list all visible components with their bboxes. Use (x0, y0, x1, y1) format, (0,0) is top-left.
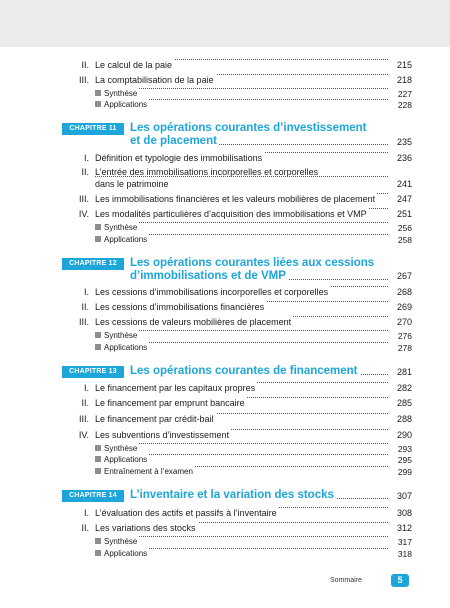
square-bullet-icon (95, 224, 101, 230)
entry-page: 218 (396, 75, 412, 85)
subentry-label: Applications (104, 343, 148, 352)
entry-page: 282 (396, 383, 412, 393)
subentry-page: 258 (397, 235, 412, 245)
entry-label: L’évaluation des actifs et passifs à l’inventaire (95, 508, 277, 518)
toc-entry[interactable] (0, 286, 450, 300)
entry-page: 269 (396, 302, 412, 312)
entry-page: 241 (396, 179, 412, 189)
subentry-page: 256 (397, 223, 412, 233)
square-bullet-icon (95, 344, 101, 350)
entry-page: 268 (396, 287, 412, 297)
entry-number: III. (78, 317, 89, 327)
entry-label: Le financement par les capitaux propres (95, 383, 256, 393)
subentry-label: Applications (104, 100, 148, 109)
subentry-label: Synthèse (104, 223, 138, 232)
subentry-label: Entraînement à l’examen (104, 467, 193, 476)
square-bullet-icon (95, 538, 101, 544)
chapter-title-line2: et de placement (130, 135, 217, 147)
entry-page: 290 (396, 430, 412, 440)
entry-label: Les cessions de valeurs mobilières de placement (95, 317, 292, 327)
subentry-page: 228 (397, 100, 412, 110)
toc-entry[interactable] (0, 74, 450, 88)
subentry-page: 278 (397, 343, 412, 353)
entry-page: 308 (396, 508, 412, 518)
toc-entry[interactable] (0, 59, 450, 73)
chapter-title: Les opérations courantes de financement (130, 365, 358, 377)
entry-page: 215 (396, 60, 412, 70)
entry-label: La comptabilisation de la paie (95, 75, 214, 85)
dot-leader (104, 536, 388, 537)
subentry-page: 227 (397, 89, 412, 99)
chapter-page: 281 (396, 367, 412, 377)
entry-number: I. (83, 287, 89, 297)
entry-label: Définition et typologie des immobilisations (95, 153, 263, 163)
square-bullet-icon (95, 456, 101, 462)
subentry-label: Applications (104, 549, 148, 558)
subentry-page: 318 (397, 549, 412, 559)
entry-page: 288 (396, 414, 412, 424)
entry-label: L’entrée des immobilisations incorporelles et corporelles (95, 167, 319, 177)
subentry-label: Applications (104, 455, 148, 464)
subentry-page: 317 (397, 537, 412, 547)
entry-label: Les subventions d’investissement (95, 430, 230, 440)
toc-entry[interactable] (0, 507, 450, 521)
chapter-badge: CHAPITRE 11 (62, 123, 124, 135)
chapter-title: Les opérations courantes d’investissement (130, 122, 367, 134)
toc-entry[interactable] (0, 522, 450, 536)
entry-page: 270 (396, 317, 412, 327)
toc-entry[interactable] (0, 429, 450, 443)
square-bullet-icon (95, 101, 101, 107)
subentry-page: 293 (397, 444, 412, 454)
chapter-page: 307 (396, 491, 412, 501)
dot-leader (95, 176, 388, 177)
toc-subentry[interactable] (0, 342, 450, 356)
toc-entry[interactable] (0, 397, 450, 411)
entry-number: IV. (78, 209, 89, 219)
entry-number: III. (78, 414, 89, 424)
toc-entry[interactable] (0, 301, 450, 315)
toc-entry[interactable] (0, 382, 450, 396)
entry-number: II. (81, 523, 89, 533)
entry-label: Les modalités particulières d’acquisition des immobilisations et VMP (95, 209, 367, 219)
entry-label: Les immobilisations financières et les valeurs mobilières de placement (95, 194, 376, 204)
toc-subentry[interactable] (0, 466, 450, 480)
toc-subentry[interactable] (0, 99, 450, 113)
subentry-label: Applications (104, 235, 148, 244)
dot-leader (104, 88, 388, 89)
entry-number: II. (81, 302, 89, 312)
toc-entry[interactable] (0, 166, 450, 192)
chapter-page: 267 (396, 271, 412, 281)
toc-entry[interactable] (0, 193, 450, 207)
top-band (0, 0, 450, 47)
chapter-page: 235 (396, 137, 412, 147)
entry-number: II. (81, 60, 89, 70)
chapter-badge: CHAPITRE 12 (62, 258, 124, 270)
entry-label-line2: dans le patrimoine (95, 179, 169, 189)
toc-subentry[interactable] (0, 548, 450, 562)
entry-page: 251 (396, 209, 412, 219)
entry-label: Le financement par emprunt bancaire (95, 398, 245, 408)
chapter-title-line2: d’immobilisations et de VMP (130, 270, 286, 282)
toc-entry[interactable] (0, 316, 450, 330)
subentry-label: Synthèse (104, 537, 138, 546)
dot-leader (104, 443, 388, 444)
toc-entry[interactable] (0, 208, 450, 222)
square-bullet-icon (95, 550, 101, 556)
entry-number: I. (83, 153, 89, 163)
subentry-page: 299 (397, 467, 412, 477)
dot-leader (104, 222, 388, 223)
chapter-badge: CHAPITRE 13 (62, 366, 124, 378)
square-bullet-icon (95, 468, 101, 474)
square-bullet-icon (95, 445, 101, 451)
square-bullet-icon (95, 332, 101, 338)
subentry-page: 276 (397, 331, 412, 341)
entry-number: III. (78, 75, 89, 85)
entry-page: 236 (396, 153, 412, 163)
entry-number: III. (78, 194, 89, 204)
entry-number: II. (81, 167, 89, 177)
entry-label: Les variations des stocks (95, 523, 196, 533)
entry-page: 312 (396, 523, 412, 533)
subentry-label: Synthèse (104, 331, 138, 340)
subentry-page: 295 (397, 455, 412, 465)
square-bullet-icon (95, 236, 101, 242)
entry-label: Le calcul de la paie (95, 60, 173, 70)
entry-number: I. (83, 383, 89, 393)
entry-label: Le financement par crédit-bail (95, 414, 214, 424)
entry-page: 285 (396, 398, 412, 408)
chapter-title: Les opérations courantes liées aux cessions (130, 257, 375, 269)
entry-number: II. (81, 398, 89, 408)
footer-label: Sommaire (330, 577, 362, 584)
entry-number: IV. (78, 430, 89, 440)
subentry-label: Synthèse (104, 444, 138, 453)
square-bullet-icon (95, 90, 101, 96)
entry-label: Les cessions d’immobilisations incorporelles et corporelles (95, 287, 329, 297)
page-number-badge: 5 (391, 574, 409, 587)
dot-leader (104, 330, 388, 331)
chapter-title: L’inventaire et la variation des stocks (130, 489, 334, 501)
entry-number: I. (83, 508, 89, 518)
toc-entry[interactable] (0, 413, 450, 427)
entry-page: 247 (396, 194, 412, 204)
subentry-label: Synthèse (104, 89, 138, 98)
entry-label: Les cessions d’immobilisations financières (95, 302, 265, 312)
toc-subentry[interactable] (0, 234, 450, 248)
chapter-badge: CHAPITRE 14 (62, 490, 124, 502)
toc-entry[interactable] (0, 152, 450, 166)
